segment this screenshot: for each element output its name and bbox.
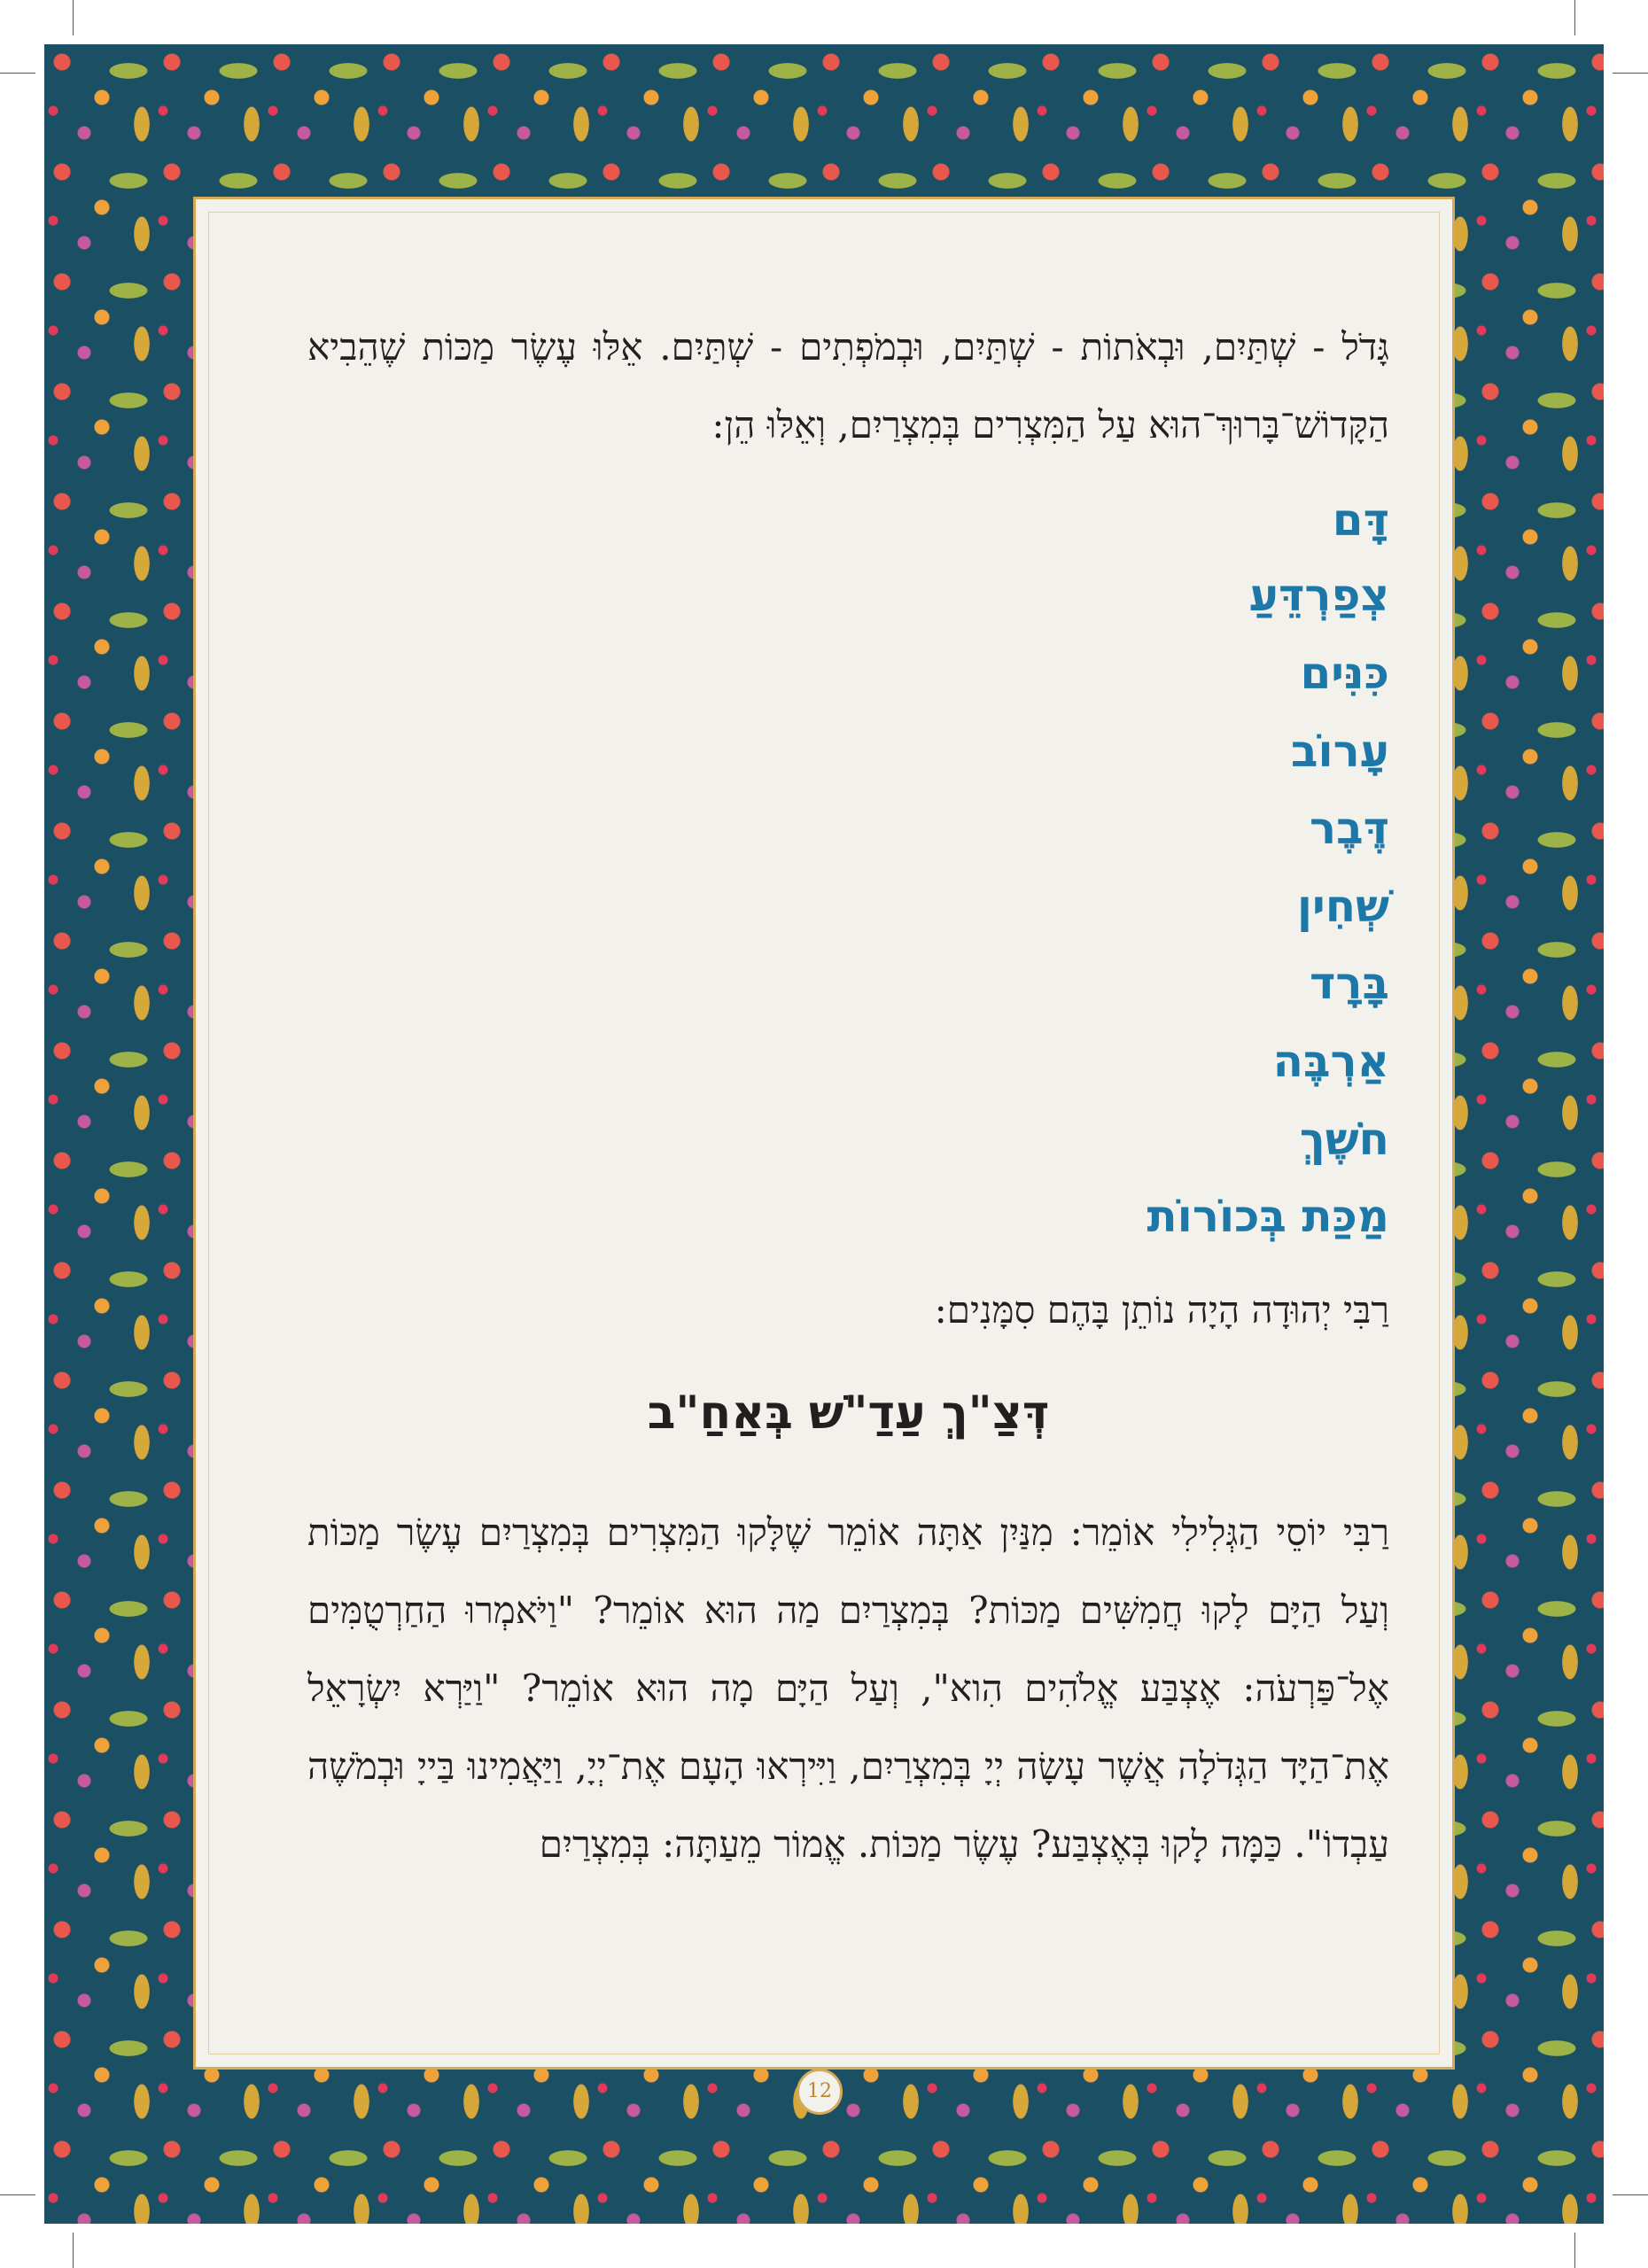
page-number: 12 (797, 2069, 843, 2115)
plague-item: כִּנִּים (1300, 648, 1389, 699)
plague-item: אַרְבֶּה (1272, 1036, 1389, 1087)
rabbi-yehuda-line: רַבִּי יְהוּדָה הָיָה נוֹתֵן בָּהֶם סִמָּנִים: (934, 1288, 1389, 1332)
mnemonic-heading: דְּצַ"ךְ עַדַ"שׁ בְּאַחַ"ב (647, 1386, 1050, 1440)
page-content (307, 0, 1389, 2268)
intro-paragraph: גָּדֹל - שְׁתַּיִם, וּבְאֹתוֹת - שְׁתַּיִם, וּבְמֹפְתִים - שְׁתַּיִם. אֵלּוּ עֶשֶׂר מַכּוֹת שֶׁהֵבִיא הַקָּדוֹשׁ־בָּרוּךְ־הוּא עַל הַמִּצְרִים בְּמִצְרַיִם, וְאֵלּוּ הֵן: (307, 325, 1389, 447)
crop-mark (73, 0, 74, 35)
plague-item: דָּם (1332, 494, 1389, 546)
crop-mark (1574, 0, 1575, 35)
crop-mark (1574, 2233, 1575, 2268)
crop-mark (1613, 73, 1648, 74)
plague-item: חֹשֶׁךְ (1299, 1114, 1389, 1165)
plague-item: דֶּבֶר (1310, 803, 1389, 854)
crop-mark (0, 73, 35, 74)
plague-item: צְפַרְדֵּעַ (1248, 570, 1389, 621)
crop-mark (73, 2233, 74, 2268)
crop-mark (0, 2194, 35, 2195)
crop-mark (1613, 2194, 1648, 2195)
plague-item: מַכַּת בְּכוֹרוֹת (1147, 1191, 1389, 1242)
plague-item: בָּרָד (1310, 958, 1389, 1009)
plague-item: עָרוֹב (1291, 726, 1389, 777)
rabbi-yossi-paragraph: רַבִּי יוֹסֵי הַגְּלִילִי אוֹמֵר: מִנַּיִן אַתָּה אוֹמֵר שֶׁלָּקוּ הַמִּצְרִים בְּמִצְרַיִם עֶשֶׂר מַכּוֹת וְעַל הַיָּם לָקוּ חֲמִשִּׁים מַכּוֹת? בְּמִצְרַיִם מַה הוּא אוֹמֵר? "וַיֹּאמְרוּ הַחַרְטֻמִּים אֶל־פַּרְעֹה: אֶצְבַּע אֱלֹהִים הִוא", וְעַל הַיָּם מָה הוּא אוֹמֵר? "וַיַּרְא יִשְׂרָאֵל אֶת־הַיָּד הַגְּדֹלָה אֲשֶׁר עָשָׂה יְיָ בְּמִצְרַיִם, וַיִּירְאוּ הָעָם אֶת־יְיָ, וַיַּאֲמִינוּ בַּייָ וּבְמֹשֶׁה עַבְדוֹ". כַּמָּה לָקוּ בְּאֶצְבַּע? עֶשֶׂר מַכּוֹת. אֱמוֹר מֵעַתָּה: בְּמִצְרַיִם (307, 1511, 1389, 1866)
plague-item: שְׁחִין (1296, 881, 1389, 932)
